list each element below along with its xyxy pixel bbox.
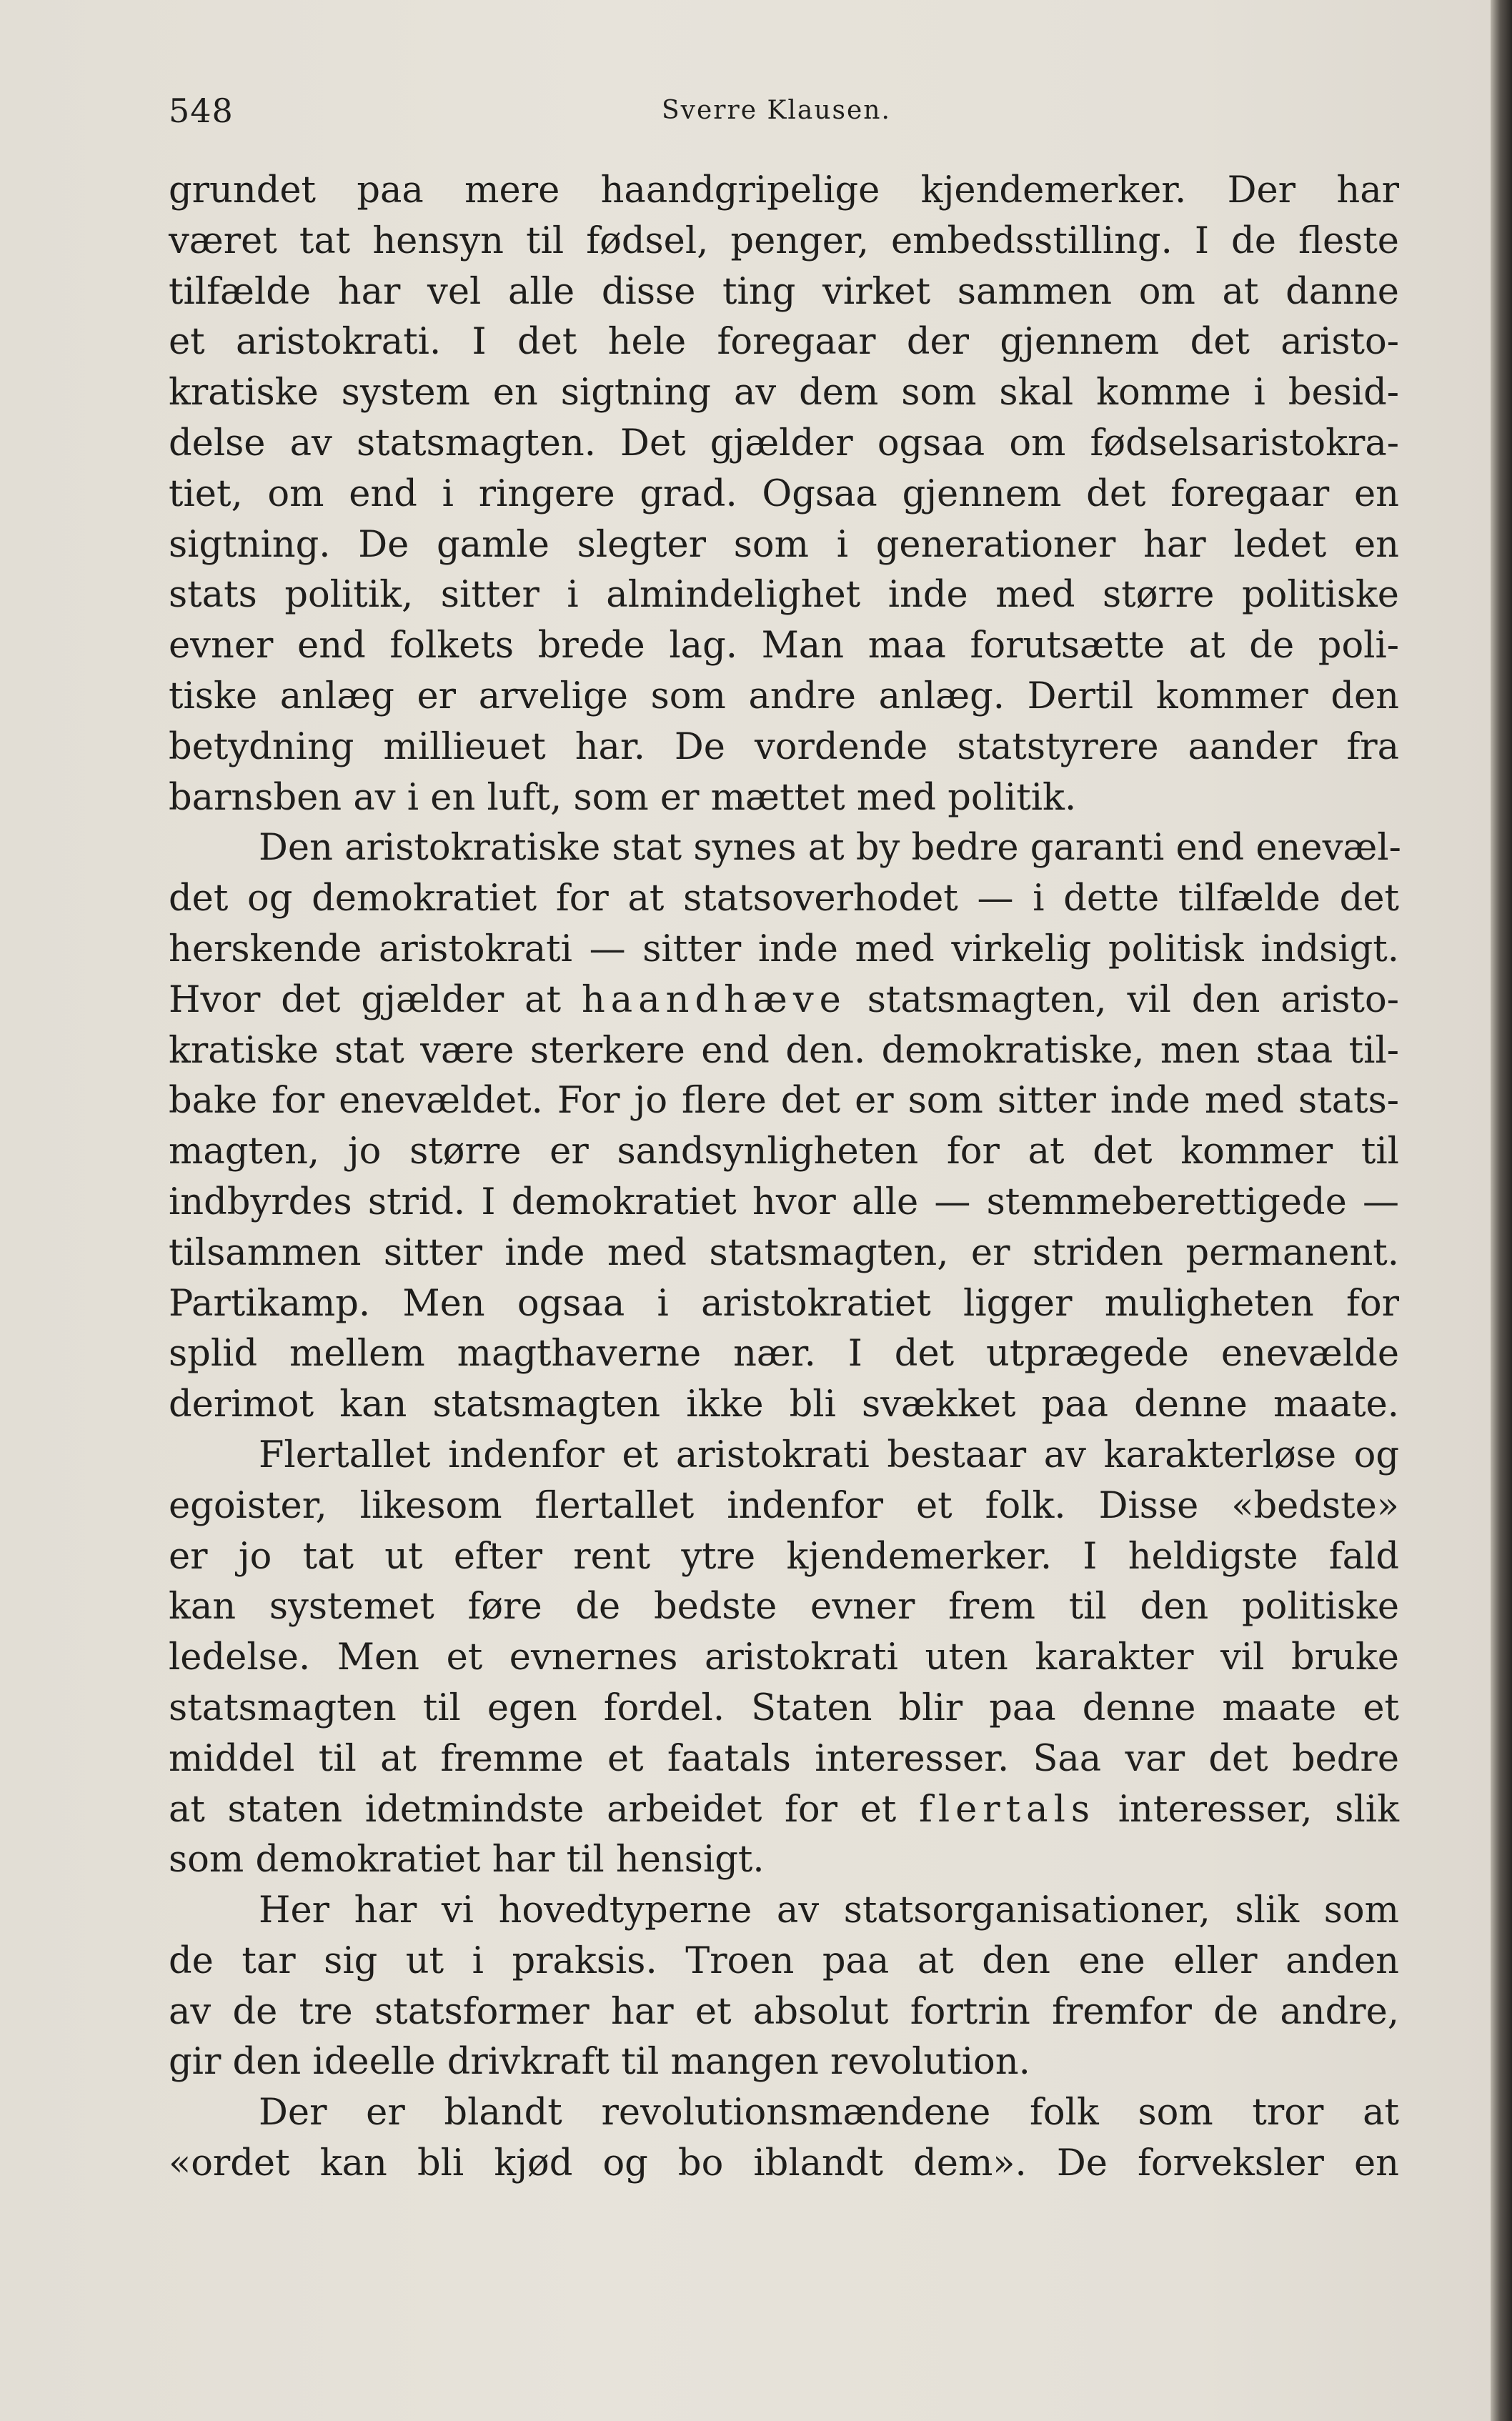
text-line: Der er blandt revolutionsmændene folk som tror at xyxy=(259,2092,1399,2134)
text-line: bake for enevældet. For jo flere det er som sitter inde med stats- xyxy=(169,1080,1399,1123)
text-line: «ordet kan bli kjød og bo iblandt dem». De forveksler en xyxy=(169,2142,1399,2185)
line-suffix: interesser, slik xyxy=(1118,1788,1399,1831)
text-line: Partikamp. Men ogsaa i aristokratiet ligger muligheten for xyxy=(169,1282,1399,1325)
text-line: sigtning. De gamle slegter som i generationer har ledet en xyxy=(169,523,1399,566)
text-line: betydning millieuet har. De vordende statstyrere aander fra xyxy=(169,725,1399,768)
text-line-with-emphasis xyxy=(169,1785,1399,1836)
text-line: været tat hensyn til fødsel, penger, embedsstilling. I de fleste xyxy=(169,219,1399,262)
text-line: middel til at fremme et faatals interesser. Saa var det bedre xyxy=(169,1737,1399,1780)
text-line: kan systemet føre de bedste evner frem til den politiske xyxy=(169,1586,1399,1629)
emphasized-word: haandhæve xyxy=(581,978,847,1021)
text-line: tilsammen sitter inde med statsmagten, er striden permanent. xyxy=(169,1231,1399,1274)
text-line: de tar sig ut i praksis. Troen paa at den ene eller anden xyxy=(169,1939,1399,1982)
book-spine-shadow xyxy=(1491,0,1512,2421)
text-line: tiet, om end i ringere grad. Ogsaa gjennem det foregaar en xyxy=(169,472,1399,515)
text-line: tilfælde har vel alle disse ting virket sammen om at danne xyxy=(169,270,1399,313)
text-line: egoister, likesom flertallet indenfor et folk. Disse «bedste» xyxy=(169,1484,1399,1527)
text-line-with-emphasis xyxy=(169,975,1399,1026)
page-number: 548 xyxy=(169,91,234,130)
text-line: statsmagten til egen fordel. Staten blir paa denne maate et xyxy=(169,1686,1399,1729)
line-prefix: Hvor det gjælder at xyxy=(169,978,562,1021)
text-line: stats politik, sitter i almindelighet inde med større politiske xyxy=(169,574,1399,617)
text-line: er jo tat ut efter rent ytre kjendemerker. I heldigste fald xyxy=(169,1535,1399,1578)
text-line: herskende aristokrati — sitter inde med virkelig politisk indsigt. xyxy=(169,928,1399,970)
text-line: gir den ideelle drivkraft til mangen revolution. xyxy=(169,2041,1030,2084)
text-line: ledelse. Men et evnernes aristokrati uten karakter vil bruke xyxy=(169,1636,1399,1679)
text-line: derimot kan statsmagten ikke bli svækket paa denne maate. xyxy=(169,1383,1399,1426)
text-line: magten, jo større er sandsynligheten for at det kommer til xyxy=(169,1130,1399,1173)
text-line: et aristokrati. I det hele foregaar der gjennem det aristo- xyxy=(169,321,1399,364)
emphasized-word: flertals xyxy=(918,1788,1096,1831)
line-suffix: statsmagten, vil den aristo- xyxy=(867,978,1399,1021)
body-text xyxy=(169,166,1399,2189)
text-line: Den aristokratiske stat synes at by bedre garanti end enevæl- xyxy=(259,827,1401,870)
text-line: evner end folkets brede lag. Man maa forutsætte at de poli- xyxy=(169,625,1399,667)
text-line: kratiske stat være sterkere end den. demokratiske, men staa til- xyxy=(169,1029,1399,1072)
text-line: det og demokratiet for at statsoverhodet — i dette tilfælde det xyxy=(169,878,1399,920)
text-line: delse av statsmagten. Det gjælder ogsaa om fødselsaristokra- xyxy=(169,422,1399,464)
text-line: tiske anlæg er arvelige som andre anlæg. Dertil kommer den xyxy=(169,675,1399,717)
text-line: Flertallet indenfor et aristokrati bestaar av karakterløse og xyxy=(259,1433,1399,1476)
text-line: som demokratiet har til hensigt. xyxy=(169,1839,765,1881)
text-line: barnsben av i en luft, som er mættet med politik. xyxy=(169,776,1077,819)
running-head-author: Sverre Klausen. xyxy=(662,96,891,125)
text-line: indbyrdes strid. I demokratiet hvor alle — stemmeberettigede — xyxy=(169,1180,1399,1223)
text-line: av de tre statsformer har et absolut fortrin fremfor de andre, xyxy=(169,1990,1399,2033)
running-head xyxy=(169,91,1398,134)
text-line: Her har vi hovedtyperne av statsorganisationer, slik som xyxy=(259,1889,1399,1932)
text-line: grundet paa mere haandgripelige kjendemerker. Der har xyxy=(169,169,1399,212)
text-line: kratiske system en sigtning av dem som skal komme i besid- xyxy=(169,372,1399,414)
line-prefix: at staten idetmindste arbeidet for et xyxy=(169,1788,897,1831)
text-line: splid mellem magthaverne nær. I det utprægede enevælde xyxy=(169,1333,1399,1376)
